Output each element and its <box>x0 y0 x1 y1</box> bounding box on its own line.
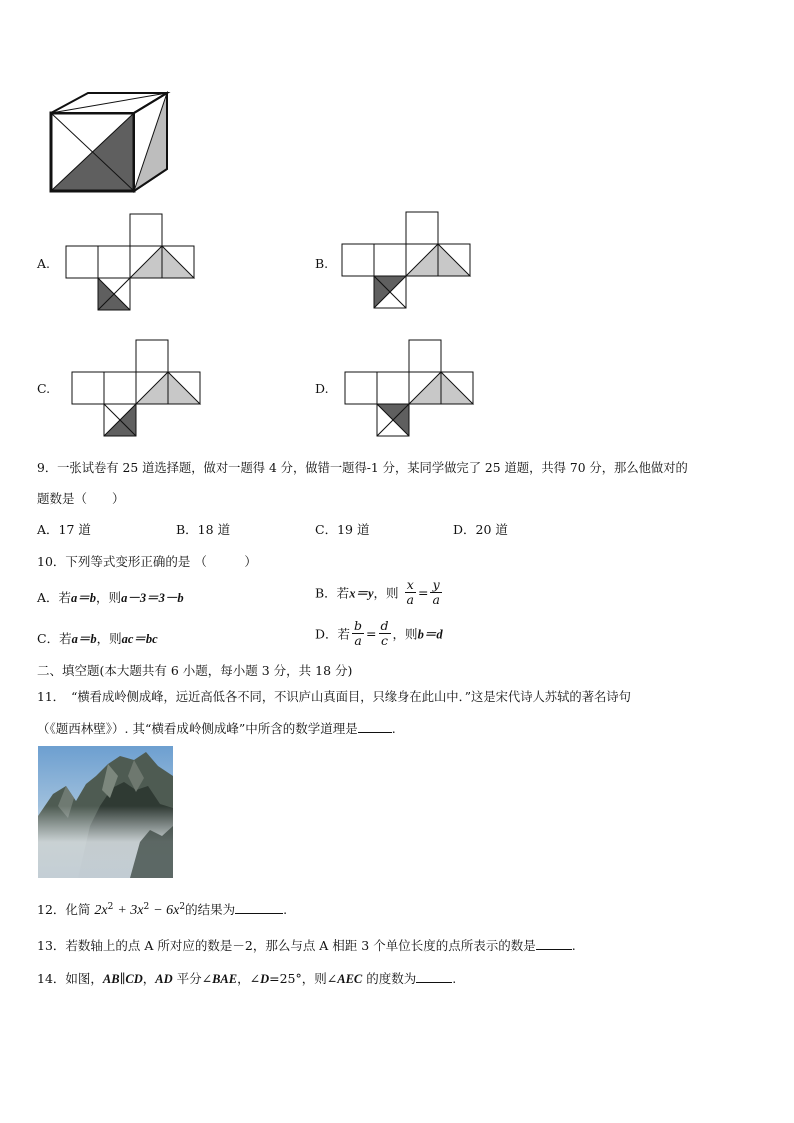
fraction-y-over-a: $\frac{y}{a}$ <box>432 577 440 607</box>
option-c-label: C. <box>37 381 51 396</box>
net-a <box>64 213 196 313</box>
q9-option-d: D．20 道 <box>453 522 508 537</box>
answer-blank <box>536 937 572 950</box>
fraction-b-over-a: $\frac{b}{a}$ <box>354 618 363 648</box>
q10-stem: 10．下列等式变形正确的是 （ ） <box>37 554 257 569</box>
q10-option-c: C．若a＝b，则ac＝bc <box>37 631 158 646</box>
option-a-label: A. <box>37 256 51 271</box>
q10-option-b: B．若x＝y，则 $\frac{x}{a}$ = $\frac{y}{a}$ <box>315 577 440 607</box>
mountain-photo <box>38 746 173 878</box>
section-heading: 二、填空题(本大题共有 6 小题，每小题 3 分，共 18 分) <box>37 663 353 678</box>
option-d-label: D. <box>315 381 329 396</box>
q14-stem: 14．如图，AB∥CD，AD 平分∠BAE，∠D=25°，则∠AEC 的度数为 . <box>37 971 457 986</box>
fraction-d-over-c: $\frac{d}{c}$ <box>380 618 389 648</box>
net-c <box>70 339 202 439</box>
cube-figure <box>46 90 172 194</box>
option-b-label: B. <box>315 256 329 271</box>
net-d <box>343 339 475 439</box>
q10-option-a: A．若a＝b，则a－3＝3－b <box>37 590 184 605</box>
q10-option-d: D．若 $\frac{b}{a}$ = $\frac{d}{c}$ ，则b＝d <box>315 618 443 648</box>
q9-stem-line2: 题数是（ ） <box>37 491 125 506</box>
answer-blank <box>416 970 452 983</box>
q11-stem-line2: （《题西林壁》）. 其“横看成岭侧成峰”中所含的数学道理是 . <box>37 721 396 736</box>
answer-blank <box>358 720 392 733</box>
q11-stem-line1: 11． “横看成岭侧成峰，远近高低各不同，不识庐山真面目，只缘身在此山中．”这是宋代诗人苏轼的著名诗句 <box>37 690 631 704</box>
answer-blank <box>235 901 283 914</box>
q12-stem: 12．化简 $2x^2 + 3x^2 - 6x^2$的结果为 . <box>37 901 288 918</box>
q9-option-a: A．17 道 <box>37 522 91 537</box>
q9-option-c: C．19 道 <box>315 522 370 537</box>
q9-stem-line1: 9．一张试卷有 25 道选择题，做对一题得 4 分，做错一题得-1 分，某同学做完了 25 道题，共得 70 分，那么他做对的 <box>37 461 688 475</box>
q9-option-b: B．18 道 <box>176 522 231 537</box>
q13-stem: 13．若数轴上的点 A 所对应的数是－2，那么与点 A 相距 3 个单位长度的点所表示的数是 . <box>37 938 576 953</box>
net-b <box>340 211 472 311</box>
fraction-x-over-a: $\frac{x}{a}$ <box>406 577 414 607</box>
